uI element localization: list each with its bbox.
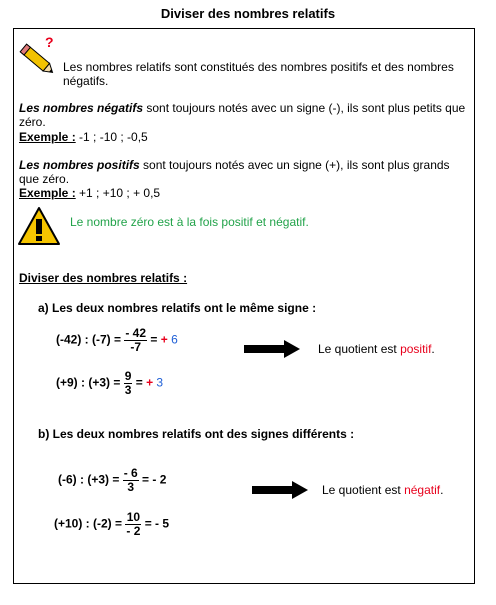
- conclusion-prefix: Le quotient est: [322, 483, 405, 497]
- eq-left: (-42) : (-7) =: [56, 332, 125, 347]
- conclusion-word: négatif: [404, 483, 441, 497]
- numerator: 10: [126, 510, 141, 524]
- result-sign: +: [146, 375, 154, 390]
- page-title: Diviser des nombres relatifs: [160, 6, 336, 21]
- result: = - 2: [138, 472, 167, 487]
- denominator: - 2: [126, 524, 141, 538]
- denominator: 3: [127, 480, 135, 494]
- positifs-term: Les nombres positifs: [19, 158, 140, 172]
- part-a-title: a) Les deux nombres relatifs ont le même signe :: [38, 301, 317, 315]
- part-a-equation-1: [56, 327, 178, 354]
- part-b-conclusion: [322, 483, 443, 497]
- denominator: -7: [130, 340, 142, 354]
- eq-sign: =: [132, 375, 147, 390]
- part-a-conclusion: [318, 342, 435, 356]
- numerator: - 6: [123, 466, 138, 480]
- fraction: [124, 327, 147, 354]
- numerator: - 42: [125, 326, 147, 340]
- fraction: [125, 511, 141, 538]
- positifs-paragraph: [19, 158, 471, 186]
- positifs-example-values: +1 ; +10 ; + 0,5: [75, 186, 161, 200]
- eq-left: (-6) : (+3) =: [58, 472, 123, 487]
- conclusion-suffix: .: [431, 342, 435, 356]
- result-value: 6: [167, 332, 178, 347]
- section-title: Diviser des nombres relatifs :: [19, 271, 188, 285]
- result: = - 5: [141, 516, 170, 531]
- fraction: [123, 467, 139, 494]
- eq-sign: =: [147, 332, 161, 347]
- positifs-example: [19, 186, 160, 200]
- negatifs-text: sont toujours notés avec un signe (-), ils sont plus petits que zéro.: [19, 101, 466, 129]
- part-b-equation-2: [54, 511, 169, 538]
- result-value: 3: [153, 375, 164, 390]
- negatifs-example-values: -1 ; -10 ; -0,5: [75, 130, 148, 144]
- part-b-equation-1: [58, 467, 166, 494]
- warning-exclamation-icon: [17, 206, 61, 246]
- conclusion-suffix: .: [440, 483, 444, 497]
- eq-left: (+9) : (+3) =: [56, 375, 124, 390]
- warning-text: Le nombre zéro est à la fois positif et négatif.: [70, 215, 309, 229]
- positifs-text: sont toujours notés avec un signe (+), ils sont plus grands que zéro.: [19, 158, 450, 186]
- part-a-equation-2: [56, 370, 163, 397]
- svg-text:?: ?: [45, 35, 54, 50]
- positifs-example-label: Exemple :: [19, 186, 76, 200]
- conclusion-prefix: Le quotient est: [318, 342, 401, 356]
- negatifs-paragraph: [19, 101, 469, 129]
- negatifs-example-label: Exemple :: [19, 130, 76, 144]
- result-sign: +: [160, 332, 168, 347]
- part-b-title: b) Les deux nombres relatifs ont des signes différents :: [38, 427, 355, 441]
- numerator: 9: [124, 369, 132, 383]
- denominator: 3: [124, 383, 132, 397]
- pencil-question-icon: [19, 35, 59, 77]
- negatifs-term: Les nombres négatifs: [19, 101, 144, 115]
- right-arrow-icon: [252, 481, 308, 499]
- intro-text: Les nombres relatifs sont constitués des nombres positifs et des nombres négatifs.: [63, 60, 454, 88]
- right-arrow-icon: [244, 340, 300, 358]
- conclusion-word: positif: [400, 342, 432, 356]
- eq-left: (+10) : (-2) =: [54, 516, 126, 531]
- negatifs-example: [19, 130, 148, 144]
